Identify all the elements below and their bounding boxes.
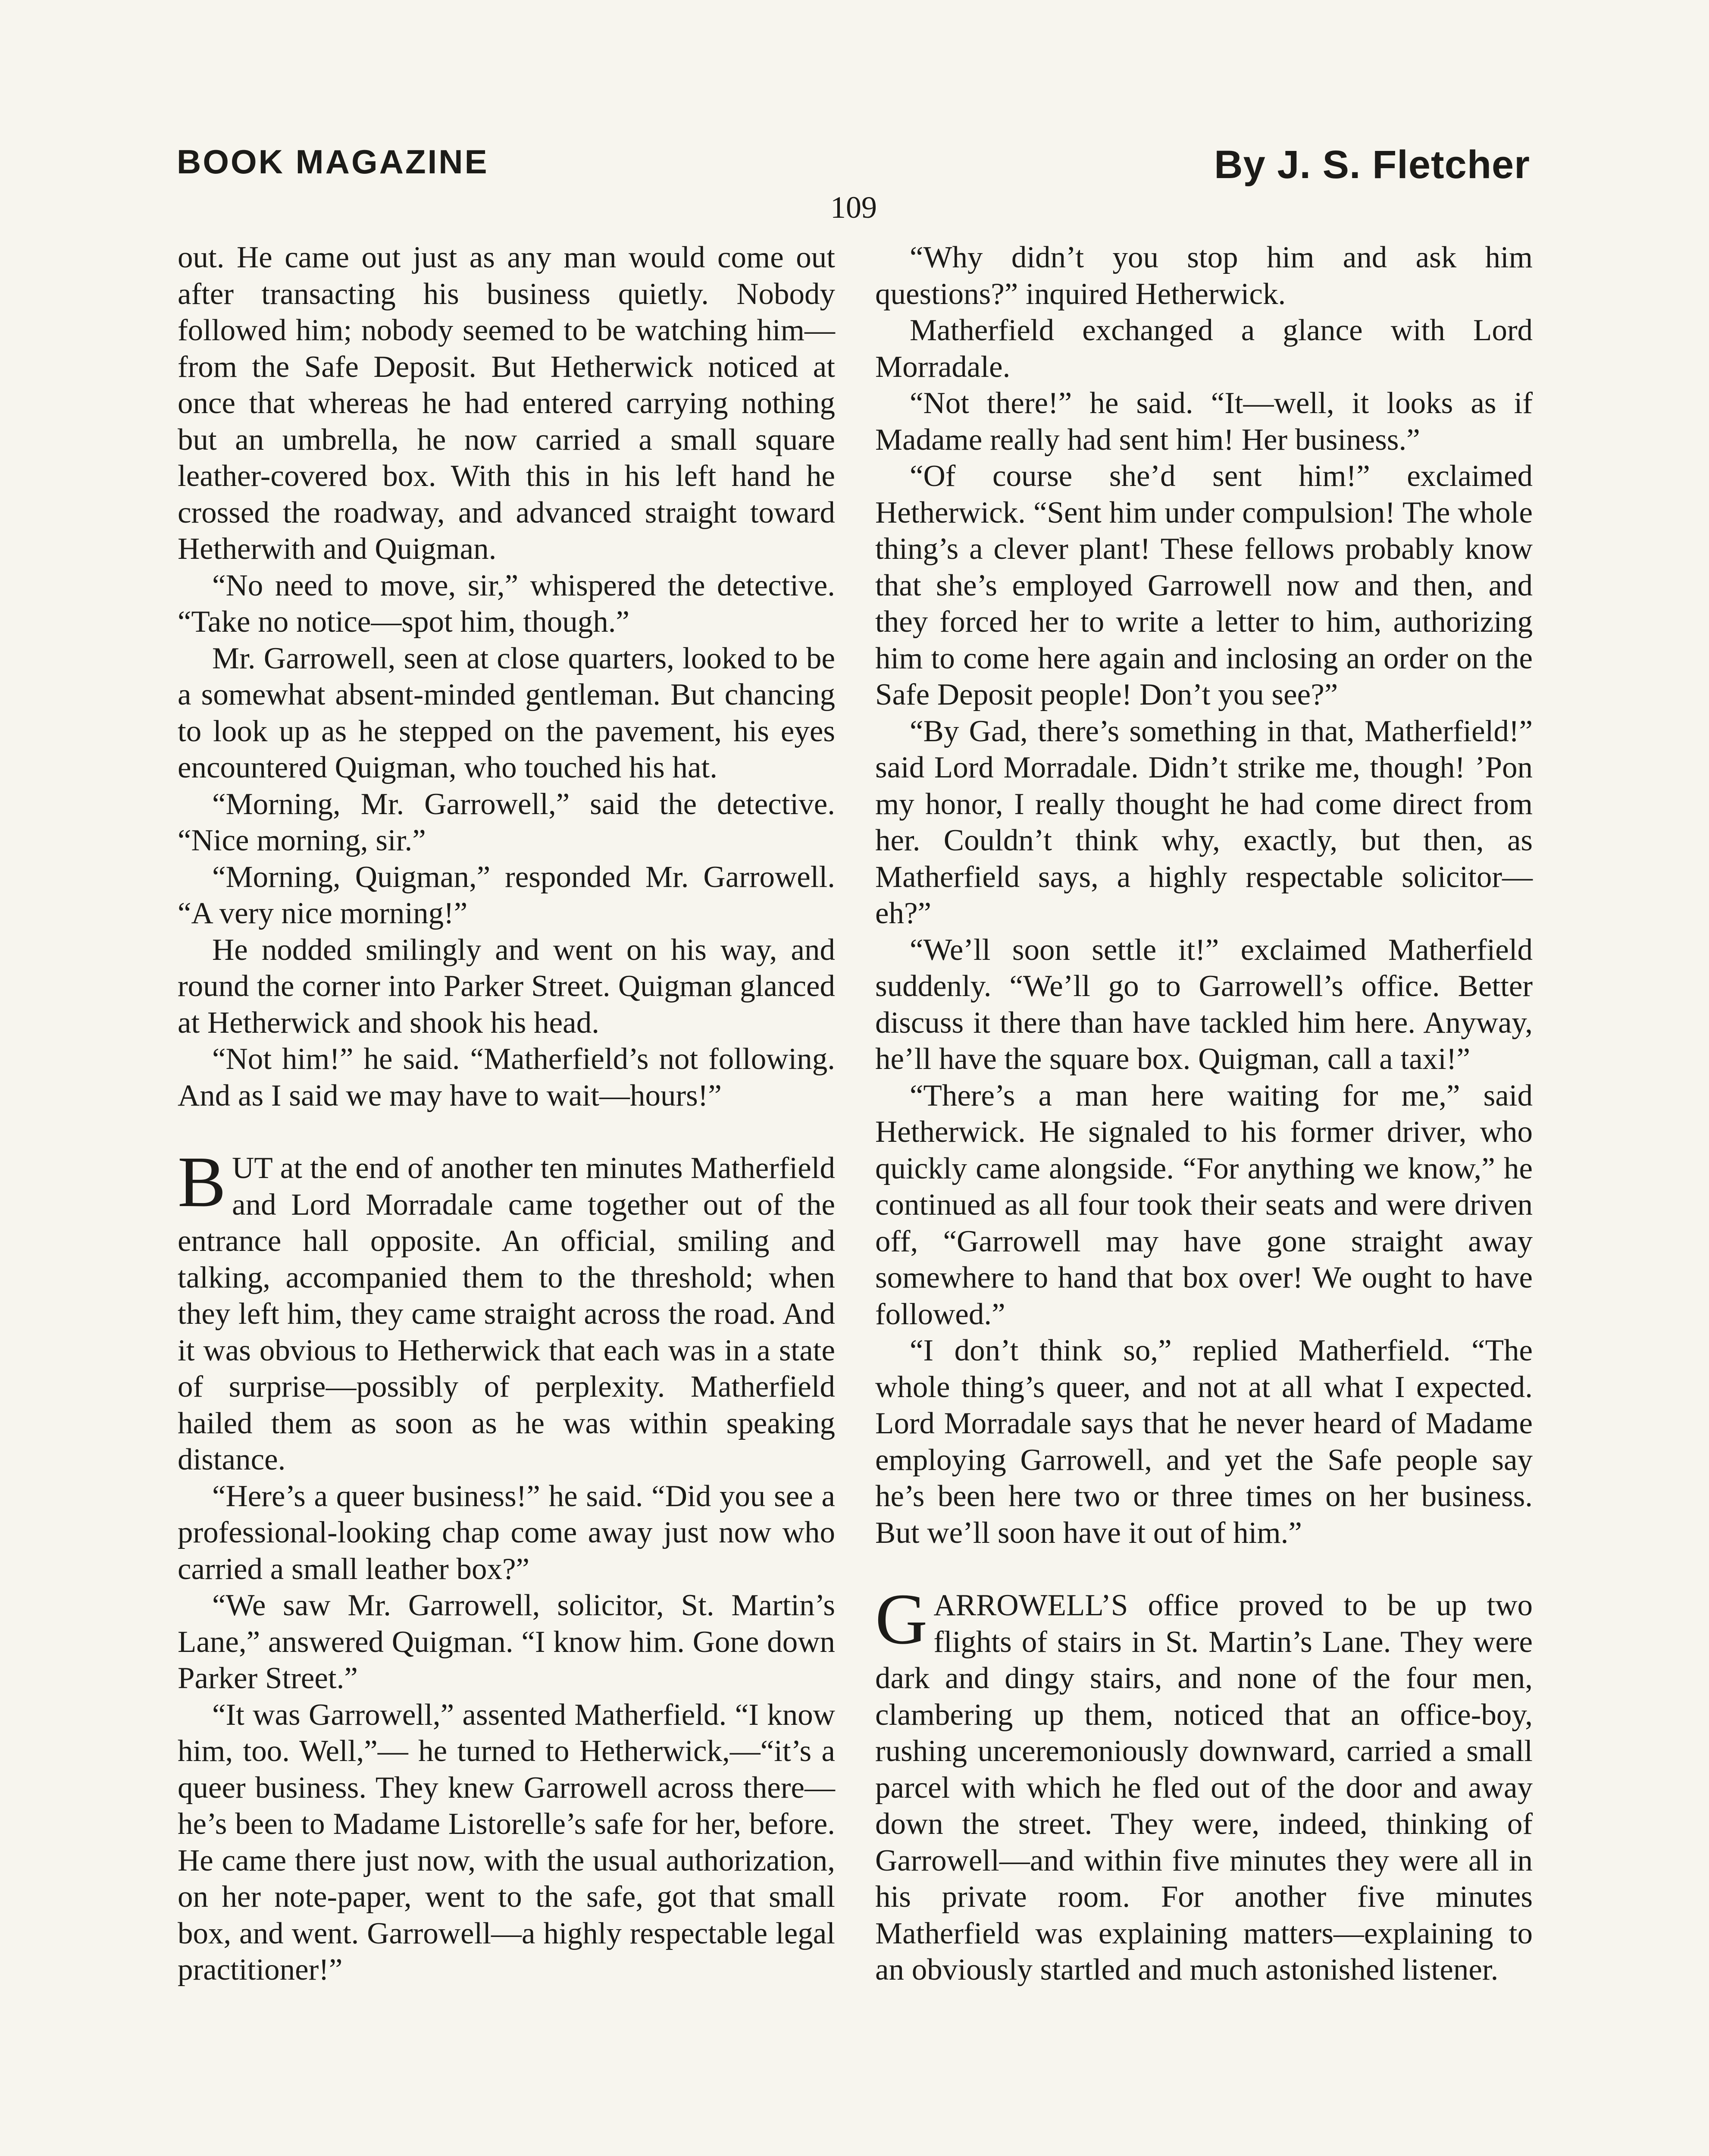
paragraph: “No need to move, sir,” whispered the detective. “Take no notice—spot him, though.” xyxy=(178,568,835,639)
paragraph: “By Gad, there’s something in that, Matherfield!” said Lord Morradale. Didn’t strike me, though! ’Pon my honor, I really thought he had come direct from her. Couldn’t think why, exactly, but then, as Matherfield says, a highly respectable solicitor—eh?” xyxy=(875,714,1533,930)
paragraph: Mr. Garrowell, seen at close quarters, looked to be a somewhat absent-minded gentleman. But chancing to look up as he stepped on the pavement, his eyes encountered Quigman, who touched his hat. xyxy=(178,641,835,784)
publication-title: BOOK MAGAZINE xyxy=(177,143,489,181)
paragraph: out. He came out just as any man would come out after transacting his business quietly. Nobody followed him; nobody seemed to be watching him—from the Safe Deposit. But Hetherwick noticed at once that whereas he had entered carrying nothing but an umbrella, he now carried a small square leather-covered box. With this in his left hand he crossed the roadway, and advanced straight toward Hetherwith and Quigman. xyxy=(178,241,835,566)
section-break xyxy=(875,1551,1533,1587)
paragraph: He nodded smilingly and went on his way, and round the corner into Parker Street. Quigman glanced at Hetherwick and shook his head. xyxy=(178,933,835,1040)
paragraph: “Morning, Mr. Garrowell,” said the detective. “Nice morning, sir.” xyxy=(178,787,835,857)
drop-cap-paragraph xyxy=(178,1142,835,1478)
drop-cap-paragraph xyxy=(875,1579,1533,1988)
paragraph: “We saw Mr. Garrowell, solicitor, St. Martin’s Lane,” answered Quigman. “I know him. Gone down Parker Street.” xyxy=(178,1589,835,1695)
paragraph: “Not him!” he said. “Matherfield’s not following. And as I said we may have to wait—hours!” xyxy=(178,1042,835,1112)
section-break xyxy=(178,1114,835,1150)
right-text-column xyxy=(875,239,1533,1988)
paragraph: “Of course she’d sent him!” exclaimed Hetherwick. “Sent him under compulsion! The whole thing’s a clever plant! These fellows probably know that she’s employed Garrowell now and then, and they forced her to write a letter to him, authorizing him to come here again and inclosing an order on the Safe Deposit people! Don’t you see?” xyxy=(875,459,1533,711)
paragraph: “It was Garrowell,” assented Matherfield. “I know him, too. Well,”— he turned to Hetherwick,—“it’s a queer business. They knew Garrowell across there—he’s been to Madame Listorelle’s safe for her, before. He came there just now, with the usual authorization, on her note-paper, went to the safe, got that small box, and went. Garrowell—a highly respectable legal practitioner!” xyxy=(178,1698,835,1987)
paragraph-text: UT at the end of another ten minutes Matherfield and Lord Morradale came together out of the entrance hall opposite. An official, smiling and talking, accompanied them to the threshold; when they left him, they came straight across the road. And it was obvious to Hetherwick that each was in a state of surprise—possibly of perplexity. Matherfield hailed them as soon as he was within speaking distance. xyxy=(178,1151,835,1476)
paragraph: “Not there!” he said. “It—well, it looks as if Madame really had sent him! Her business.” xyxy=(875,386,1533,457)
drop-cap-initial: B xyxy=(178,1142,226,1222)
drop-cap-initial: G xyxy=(875,1579,928,1659)
paragraph: “Why didn’t you stop him and ask him questions?” inquired Hetherwick. xyxy=(875,241,1533,311)
paragraph: “There’s a man here waiting for me,” said Hetherwick. He signaled to his former driver, who quickly came alongside. “For anything we know,” he continued as all four took their seats and were driven off, “Garrowell may have gone straight away somewhere to hand that box over! We ought to have followed.” xyxy=(875,1078,1533,1331)
paragraph: “We’ll soon settle it!” exclaimed Matherfield suddenly. “We’ll go to Garrowell’s office. Better discuss it there than have tackled him here. Anyway, he’ll have the square box. Quigman, call a taxi!” xyxy=(875,933,1533,1076)
paragraph: Matherfield exchanged a glance with Lord Morradale. xyxy=(875,313,1533,384)
author-byline: By J. S. Fletcher xyxy=(1214,143,1530,187)
left-text-column xyxy=(178,239,835,1988)
paragraph-text: ARROWELL’S office proved to be up two flights of stairs in St. Martin’s Lane. They were dark and dingy stairs, and none of the four men, clambering up them, noticed that an office-boy, rushing unceremoniously downward, carried a small parcel with which he fled out of the door and away down the street. They were, indeed, thinking of Garrowell—and within five minutes they were all in his private room. For another five minutes Matherfield was explaining matters—explaining to an obviously startled and much astonished listener. xyxy=(875,1589,1533,1987)
paragraph: “Morning, Quigman,” responded Mr. Garrowell. “A very nice morning!” xyxy=(178,860,835,930)
page-number: 109 xyxy=(830,190,877,225)
paragraph: “I don’t think so,” replied Matherfield. “The whole thing’s queer, and not at all what I expected. Lord Morradale says that he never heard of Madame employing Garrowell, and yet the Safe people say he’s been here two or three times on her business. But we’ll soon have it out of him.” xyxy=(875,1334,1533,1550)
paragraph: “Here’s a queer business!” he said. “Did you see a professional-looking chap come away just now who carried a small leather box?” xyxy=(178,1479,835,1586)
